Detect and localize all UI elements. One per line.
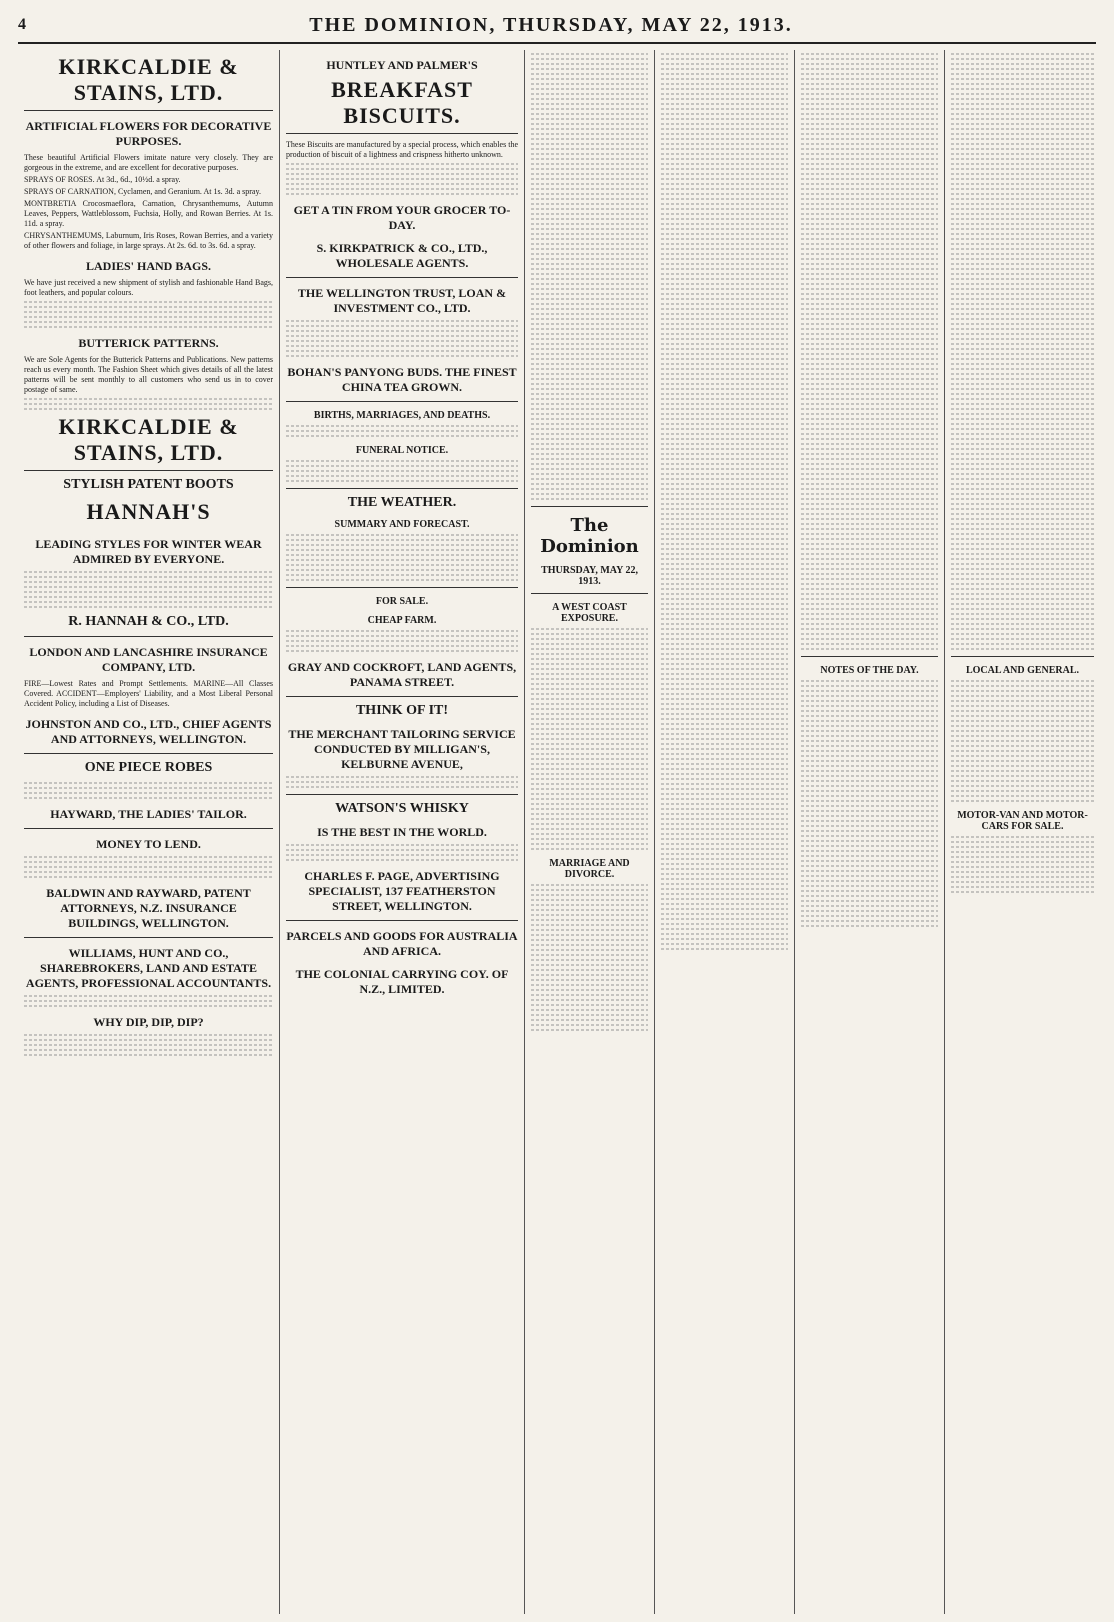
why-dip: WHY DIP, DIP, DIP? bbox=[93, 1015, 204, 1029]
column-5 bbox=[795, 50, 945, 1614]
hayward: HAYWARD, THE LADIES' TAILOR. bbox=[50, 807, 247, 821]
gray-cockroft: GRAY AND COCKROFT, LAND AGENTS, PANAMA STREET. bbox=[287, 660, 517, 689]
marriage-divorce-heading: MARRIAGE AND DIVORCE. bbox=[549, 858, 630, 880]
motor-heading: MOTOR-VAN AND MOTOR-CARS FOR SALE. bbox=[957, 810, 1088, 832]
think-of-it: THINK OF IT! bbox=[355, 703, 449, 718]
parcels-heading: PARCELS AND GOODS FOR AUSTRALIA AND AFRICA. bbox=[286, 929, 518, 958]
column-1 bbox=[18, 50, 280, 1614]
grocer-line: GET A TIN FROM YOUR GROCER TO-DAY. bbox=[293, 203, 511, 232]
weather-sub: SUMMARY AND FORECAST. bbox=[334, 519, 470, 530]
charles-page: CHARLES F. PAGE, ADVERTISING SPECIALIST, 137 FEATHERSTON STREET, WELLINGTON. bbox=[304, 869, 500, 913]
notes-of-day-heading: NOTES OF THE DAY. bbox=[820, 665, 919, 676]
hannah-heading: STYLISH PATENT BOOTS bbox=[63, 477, 234, 492]
funeral-heading: FUNERAL NOTICE. bbox=[355, 445, 449, 456]
column-4 bbox=[655, 50, 795, 1614]
williams: WILLIAMS, HUNT AND CO., SHAREBROKERS, LAND AND ESTATE AGENTS, PROFESSIONAL ACCOUNTANTS. bbox=[25, 946, 272, 990]
kirkpatrick: S. KIRKPATRICK & CO., LTD., WHOLESALE AGENTS. bbox=[316, 241, 488, 270]
robes-heading: ONE PIECE ROBES bbox=[84, 760, 213, 775]
insurance-text: FIRE—Lowest Rates and Prompt Settlements. MARINE—All Classes Covered. ACCIDENT—Employers' Liability, and a Most Liberal Personal Accident Policy, including a List of Diseases. bbox=[24, 679, 273, 708]
hannah-footer: R. HANNAH & CO., LTD. bbox=[68, 614, 229, 629]
carrying-company: THE COLONIAL CARRYING COY. OF N.Z., LIMITED. bbox=[295, 967, 509, 996]
hand-bags-heading: LADIES' HAND BAGS. bbox=[85, 259, 212, 273]
flower-line: SPRAYS OF ROSES. At 3d., 6d., 10½d. a spray. bbox=[24, 175, 181, 184]
hand-bags-text: We have just received a new shipment of stylish and fashionable Hand Bags, foot leathers, and popular colours. bbox=[24, 278, 273, 297]
column-3 bbox=[525, 50, 655, 1614]
watson-whisky: WATSON'S WHISKY bbox=[335, 801, 469, 816]
births-heading: BIRTHS, MARRIAGES, AND DEATHS. bbox=[313, 410, 491, 421]
paper-title: THE DOMINION, THURSDAY, MAY 22, 1913. bbox=[309, 13, 793, 36]
flower-line: CHRYSANTHEMUMS, Laburnum, Iris Roses, Rowan Berries, and a variety of other flowers and foliage, in large sprays. At 2s. 6d. to 3s. 6d. a spray. bbox=[24, 231, 273, 250]
huntley-text: These Biscuits are manufactured by a special process, which enables the production of biscuit of a lightness and crispness hitherto unknown. bbox=[286, 140, 518, 159]
agents: JOHNSTON AND CO., LTD., CHIEF AGENTS AND ATTORNEYS, WELLINGTON. bbox=[25, 717, 272, 746]
weather-heading: THE WEATHER. bbox=[347, 495, 457, 510]
hannah-sub: LEADING STYLES FOR WINTER WEAR ADMIRED BY EVERYONE. bbox=[35, 537, 262, 566]
huntley-heading: HUNTLEY AND PALMER'S bbox=[326, 58, 478, 72]
breakfast-biscuits: BREAKFAST BISCUITS. bbox=[286, 77, 518, 134]
tea-ad: BOHAN'S PANYONG BUDS. THE FINEST CHINA TEA GROWN. bbox=[287, 365, 517, 394]
kirkcaldie-ad-title: KIRKCALDIE & STAINS, LTD. bbox=[24, 54, 273, 111]
dominion-date: THURSDAY, MAY 22, 1913. bbox=[541, 565, 638, 587]
column-6 bbox=[945, 50, 1100, 1614]
local-general-heading: LOCAL AND GENERAL. bbox=[965, 665, 1080, 676]
insurance-heading: LONDON AND LANCASHIRE INSURANCE COMPANY, LTD. bbox=[29, 645, 268, 674]
for-sale-heading: FOR SALE. bbox=[375, 596, 429, 607]
dominion-logo: The Dominion bbox=[540, 515, 639, 557]
hannah-brand: HANNAH'S bbox=[86, 499, 211, 524]
watson-sub: IS THE BEST IN THE WORLD. bbox=[317, 825, 487, 839]
page-number: 4 bbox=[18, 16, 26, 33]
column-2 bbox=[280, 50, 525, 1614]
flower-line: SPRAYS OF CARNATION, Cyclamen, and Geranium. At 1s. 3d. a spray. bbox=[24, 187, 261, 196]
merchant-tailoring: THE MERCHANT TAILORING SERVICE CONDUCTED BY MILLIGAN'S, KELBURNE AVENUE, bbox=[288, 727, 516, 771]
butterick-text: We are Sole Agents for the Butterick Patterns and Publications. New patterns reach us every month. The Fashion Sheet which gives details of all the latest patterns will be sent monthly to all customers who send us in to cover postage of same. bbox=[24, 355, 273, 394]
kirkcaldie-ad-title-2: KIRKCALDIE & STAINS, LTD. bbox=[24, 414, 273, 471]
masthead bbox=[18, 8, 1096, 44]
patents: BALDWIN AND RAYWARD, PATENT ATTORNEYS, N.Z. INSURANCE BUILDINGS, WELLINGTON. bbox=[46, 886, 251, 930]
butterick-heading: BUTTERICK PATTERNS. bbox=[78, 336, 219, 350]
artificial-flowers-heading: ARTIFICIAL FLOWERS FOR DECORATIVE PURPOSES. bbox=[25, 119, 272, 148]
money-heading: MONEY TO LEND. bbox=[96, 837, 201, 851]
artificial-flowers-text: These beautiful Artificial Flowers imitate nature very closely. They are gorgeous in the extreme, and are excellent for decorative purposes. bbox=[24, 153, 273, 172]
west-coast-heading: A WEST COAST EXPOSURE. bbox=[552, 602, 627, 624]
cheap-farm: CHEAP FARM. bbox=[367, 615, 437, 626]
trust-heading: THE WELLINGTON TRUST, LOAN & INVESTMENT CO., LTD. bbox=[297, 286, 507, 315]
flower-line: MONTBRETIA Crocosmaeflora, Carnation, Chrysanthemums, Autumn Leaves, Peppers, Wattleblossom, Fuchsia, Holly, and Rowan Berries. At 1s. 11d. a spray. bbox=[24, 199, 273, 228]
